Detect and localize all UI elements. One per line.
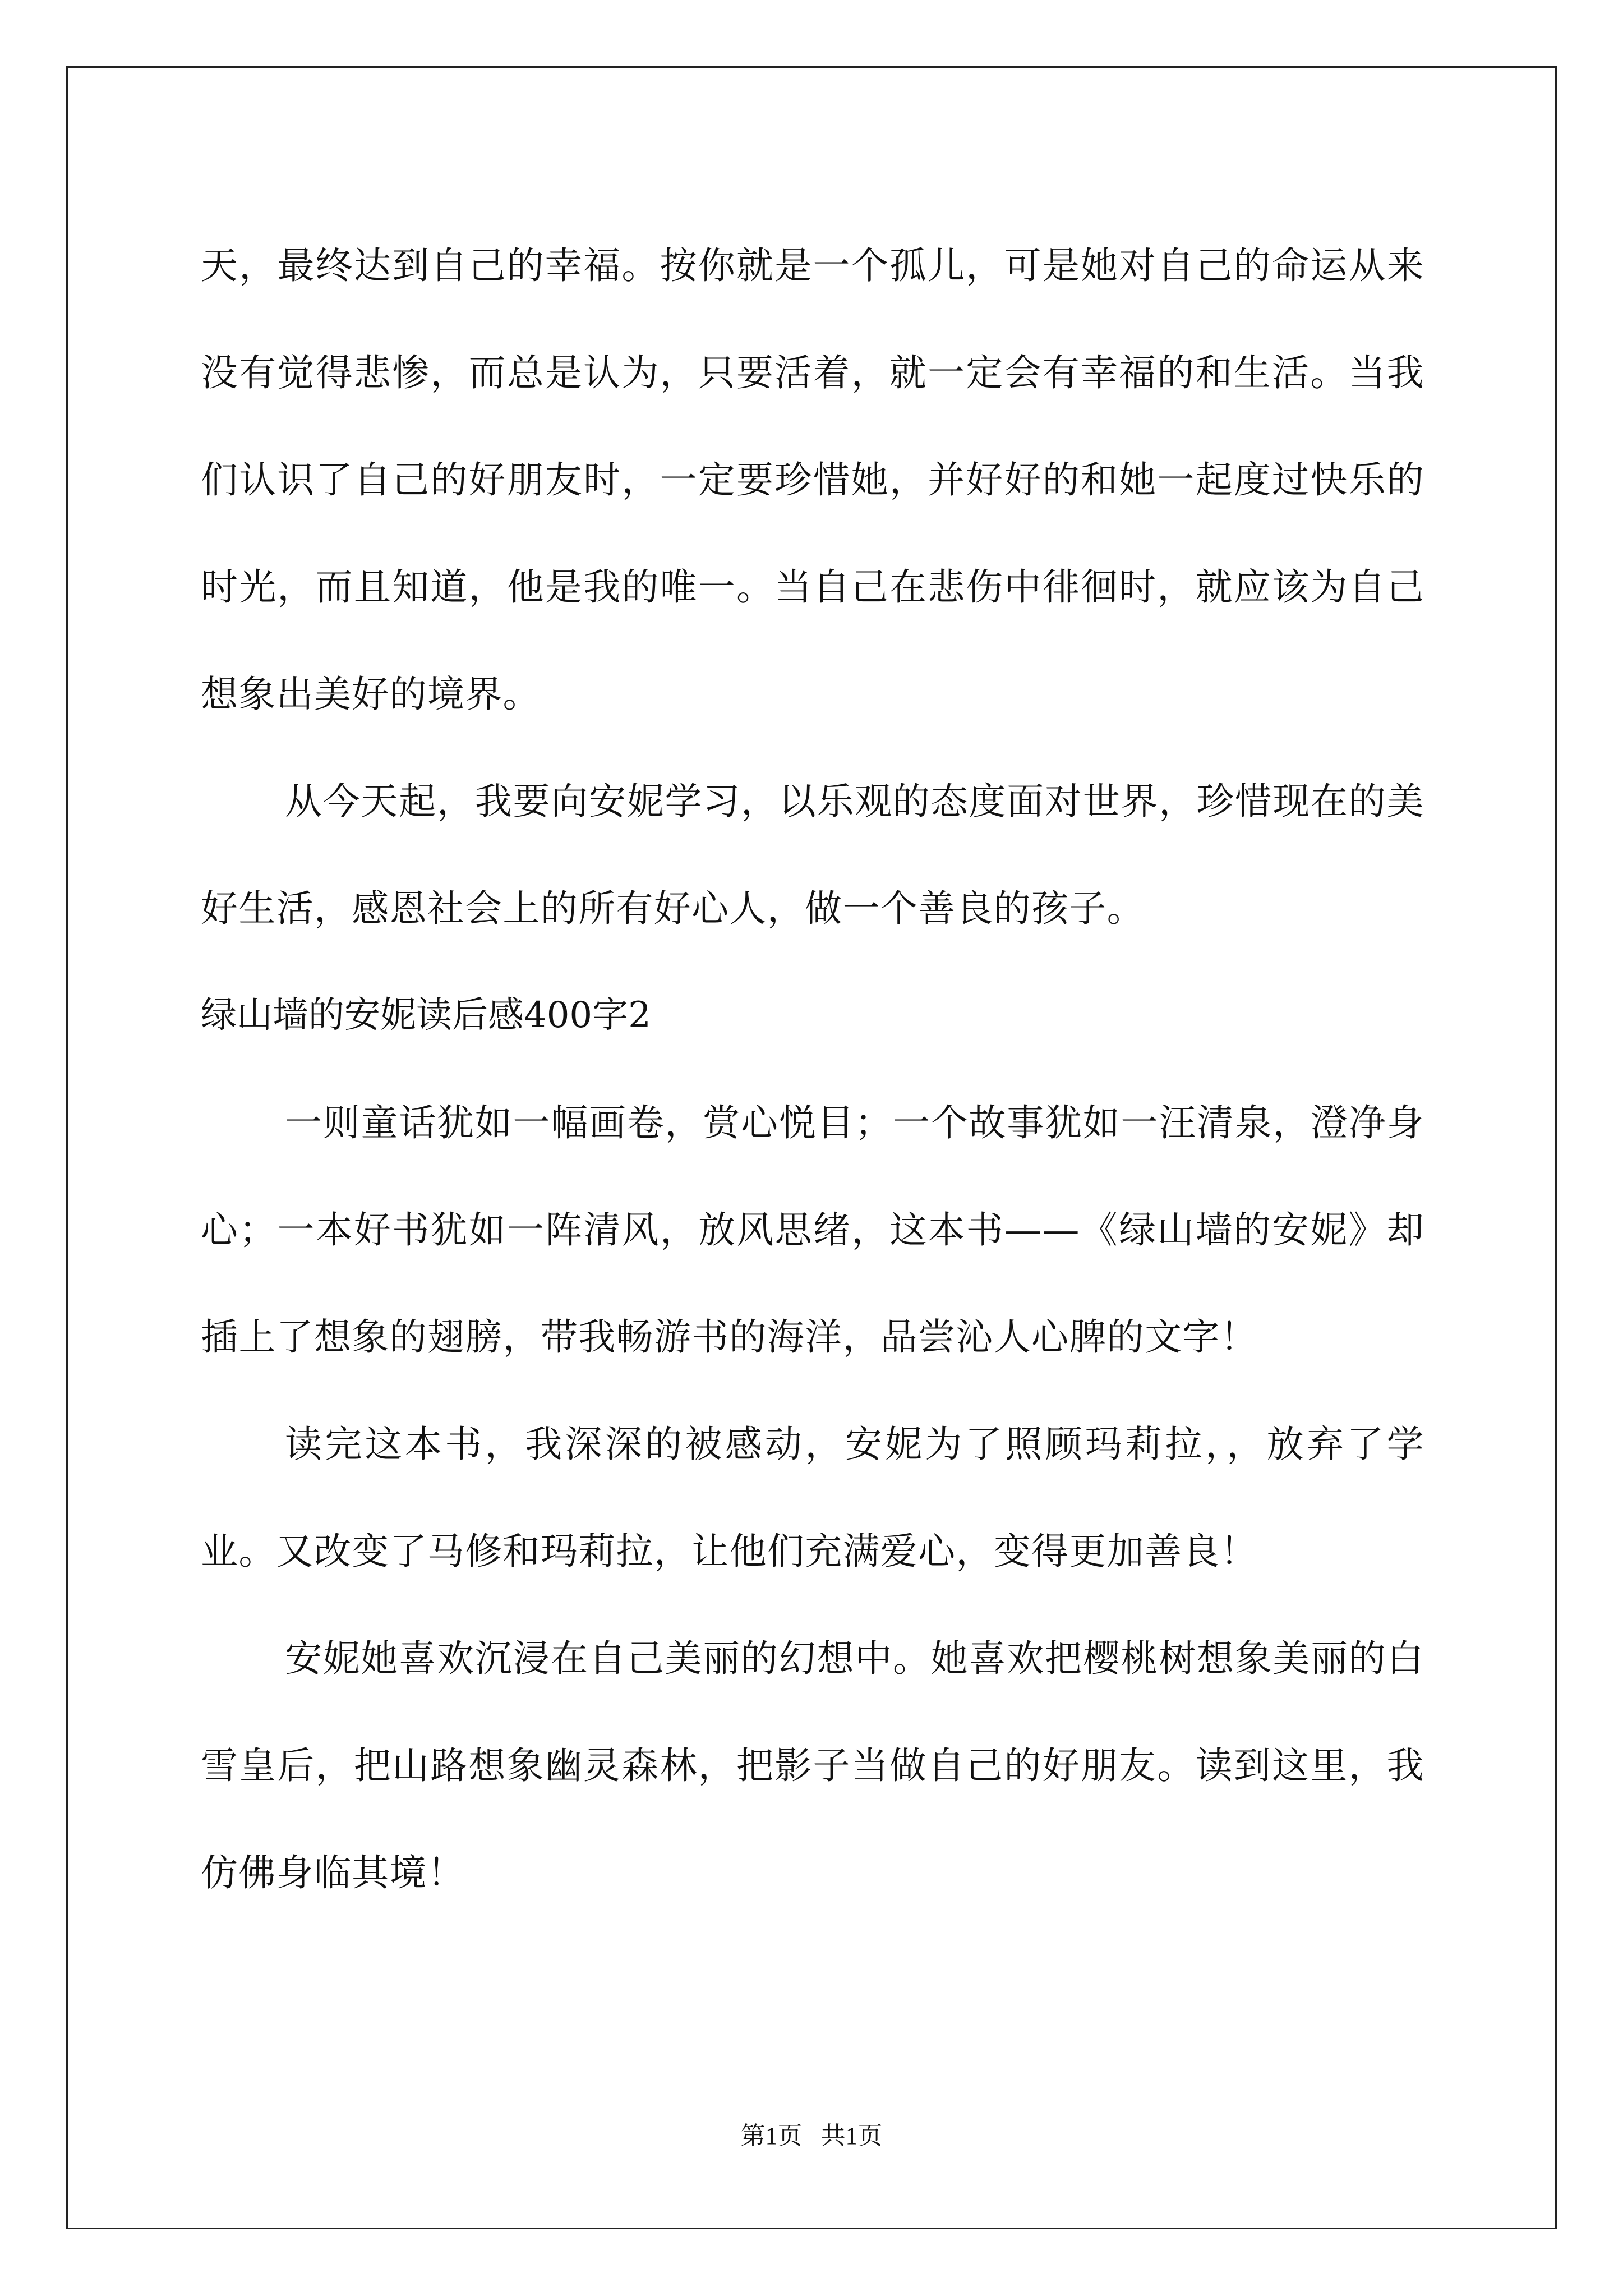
- paragraph: 安妮她喜欢沉浸在自己美丽的幻想中。她喜欢把樱桃树想象美丽的白雪皇后，把山路想象幽灵森林，把影子当做自己的好朋友。读到这里，我仿佛身临其境！: [201, 1637, 1424, 1894]
- paragraph: 一则童话犹如一幅画卷，赏心悦目；一个故事犹如一汪清泉，澄净身心；一本好书犹如一阵清风，放风思绪，这本书——《绿山墙的安妮》却插上了想象的翅膀，带我畅游书的海洋，品尝沁人心脾的文字！: [201, 1101, 1424, 1359]
- section-heading: 绿山墙的安妮读后感400字2: [201, 995, 651, 1036]
- paragraph: 读完这本书，我深深的被感动，安妮为了照顾玛莉拉，，放弃了学业。又改变了马修和玛莉拉，让他们充满爱心，变得更加善良！: [201, 1423, 1424, 1573]
- page-number-footer: 第1页 共1页: [740, 2122, 883, 2150]
- paragraph-continuation: 天，最终达到自己的幸福。按你就是一个孤儿，可是她对自己的命运从来没有觉得悲惨，而总是认为，只要活着，就一定会有幸福的和生活。当我们认识了自己的好朋友时，一定要珍惜她，并好好的和她一起度过快乐的时光，而且知道，他是我的唯一。当自己在悲伤中徘徊时，就应该为自己想象出美好的境界。: [201, 244, 1424, 716]
- paragraph: 从今天起，我要向安妮学习，以乐观的态度面对世界，珍惜现在的美好生活，感恩社会上的所有好心人，做一个善良的孩子。: [201, 780, 1424, 930]
- document-body: [201, 212, 1424, 1926]
